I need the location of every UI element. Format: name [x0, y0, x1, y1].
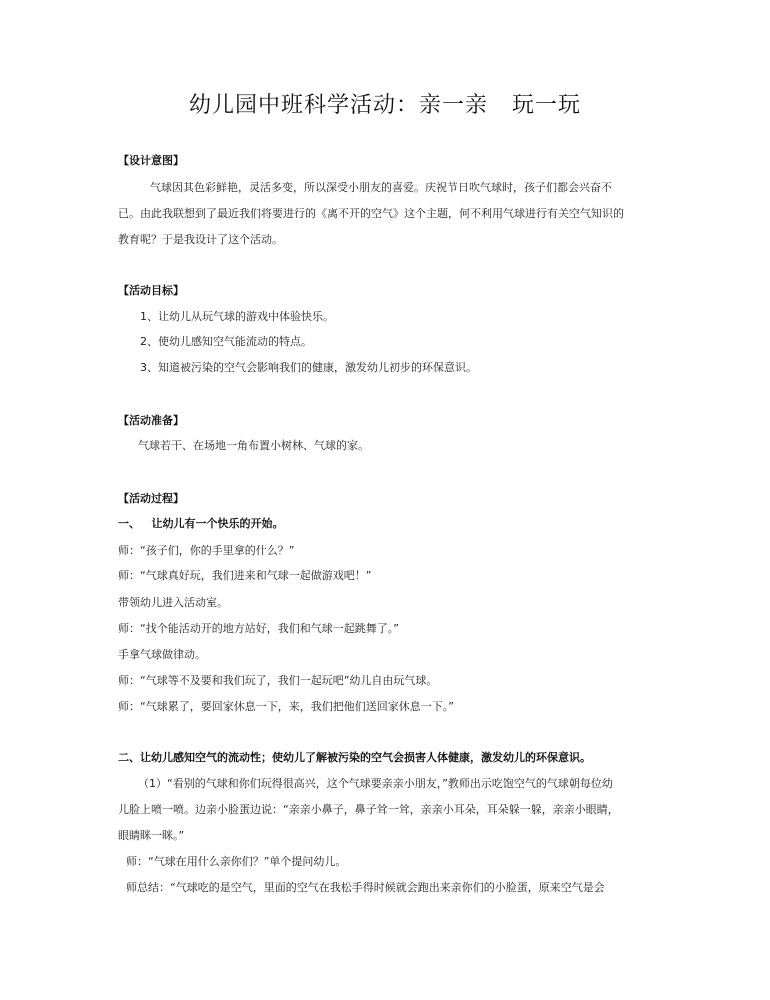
dialogue-line: 师：“找个能活动开的地方站好，我们和气球一起跳舞了。”: [118, 622, 399, 635]
goal-item: 1、让幼儿从玩气球的游戏中体验快乐。: [140, 310, 334, 323]
part2-question: 师：“气球在用什么亲你们？”单个提问幼儿。: [126, 855, 347, 868]
goals-heading: 【活动目标】: [118, 284, 184, 297]
part2-summary: 师总结：“气球吃的是空气，里面的空气在我松手得时候就会跑出来亲你们的小脸蛋，原来空气是会: [126, 881, 605, 894]
design-line: 气球因其色彩鲜艳，灵活多变，所以深受小朋友的喜爱。庆祝节日吹气球时，孩子们都会兴奋不: [150, 181, 612, 194]
document-title: 幼儿园中班科学活动：亲一亲 玩一玩: [189, 93, 581, 118]
prep-heading: 【活动准备】: [118, 414, 184, 427]
process-heading: 【活动过程】: [118, 492, 184, 505]
part2-title: 二、让幼儿感知空气的流动性；使幼儿了解被污染的空气会损害人体健康，激发幼儿的环保意识。: [118, 751, 591, 764]
design-line: 教育呢？于是我设计了这个活动。: [118, 233, 283, 246]
dialogue-line: 师：“气球累了，要回家休息一下，来，我们把他们送回家休息一下。”: [118, 700, 454, 713]
goal-item: 3、知道被污染的空气会影响我们的健康，激发幼儿初步的环保意识。: [140, 361, 477, 374]
dialogue-line: 师：“气球等不及要和我们玩了，我们一起玩吧”幼儿自由玩气球。: [118, 674, 438, 687]
part2-line: （1）“看别的气球和你们玩得很高兴，这个气球要亲亲小朋友，”教师出示吃饱空气的气球朝每位幼: [138, 777, 613, 790]
dialogue-line: 带领幼儿进入活动室。: [118, 596, 228, 609]
design-heading: 【设计意图】: [118, 154, 184, 167]
part1-title: 一、 让幼儿有一个快乐的开始。: [118, 517, 284, 530]
goal-item: 2、使幼儿感知空气能流动的特点。: [140, 335, 312, 348]
prep-text: 气球若干、在场地一角布置小树林、气球的家。: [138, 439, 369, 452]
part2-line: 儿脸上喷一喷。边亲小脸蛋边说：“亲亲小鼻子，鼻子耸一耸，亲亲小耳朵，耳朵躲一躲，亲亲小眼睛，: [118, 803, 619, 816]
design-line: 已。由此我联想到了最近我们将要进行的《离不开的空气》这个主题，何不利用气球进行有关空气知识的: [118, 207, 624, 220]
part2-line: 眼睛眯一眯。”: [118, 829, 185, 842]
dialogue-line: 手拿气球做律动。: [118, 648, 206, 661]
dialogue-line: 师：“气球真好玩，我们进来和气球一起做游戏吧！”: [118, 569, 372, 582]
dialogue-line: 师：“孩子们，你的手里拿的什么？”: [118, 544, 295, 557]
